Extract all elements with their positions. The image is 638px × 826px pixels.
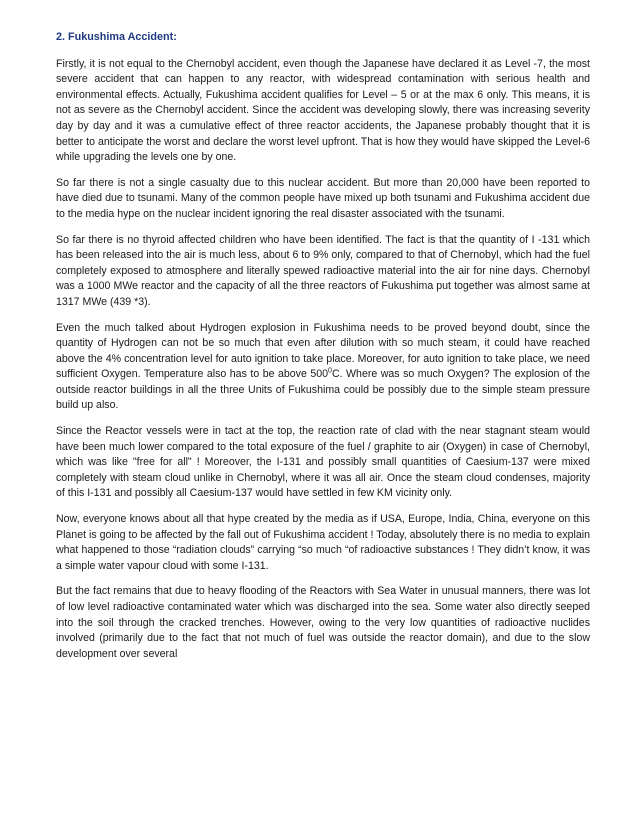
- hydrogen-text: Even the much talked about Hydrogen explosion in Fukushima needs to be proved beyond doubt, since the quantity of Hydrogen can not be so much that even after dilution with so much steam, it could have reached above the 4% concentration level for auto ignition to take place. Moreover, for auto ignition to take place, we need sufficient Oxygen. Temperature also has to be above 500: [56, 321, 590, 381]
- hydrogen-text-continued: C. Where was so much Oxygen? The explosion of the outside reactor buildings in all the three Units of Fukushima could be possibly due to the simple steam pressure build up also.: [56, 368, 590, 412]
- degree-superscript: 0: [328, 367, 332, 375]
- paragraph-sea-water: But the fact remains that due to heavy flooding of the Reactors with Sea Water in unusual manners, there was lot of low level radioactive contaminated water which was discharged into the sea. Some water also directly seeped into the soil through the cracked trenches. However, owing to the very low quantities of radioactive nuclides involved (primarily due to the fact that not much of fuel was outside the reactor domain), and due to the slow development over several: [56, 585, 590, 660]
- paragraph-reactor-vessels: Since the Reactor vessels were in tact at the top, the reaction rate of clad with the near stagnant steam would have been much lower compared to the total exposure of the fuel / graphite to air (Oxygen) in case of Chernobyl, which was like "free for all" ! Moreover, the I-131 and possibly small quantities of Caesium-137 were mixed completely with steam cloud unlike in Chernobyl, where it was all air. Once the steam cloud condenses, majority of this I-131 and possibly all Caesium-137 would have settled in few KM vicinity only.: [56, 425, 590, 500]
- paragraph-casualties: So far there is not a single casualty due to this nuclear accident. But more than 20,000 have been reported to have died due to tsunami. Many of the common people have mixed up both tsunami and Fukushima accident due to the media hype on the nuclear incident ignoring the real disaster associated with the tsunami.: [56, 176, 590, 220]
- paragraph-hydrogen-explosion: [56, 321, 590, 415]
- paragraph-thyroid-iodine: So far there is no thyroid affected children who have been identified. The fact is that the quantity of I -131 which has been released into the air is much less, about 6 to 9% only, compared to that of Chernobyl, which had the fuel completely exposed to atmosphere and literally spewed radioactive material into the air for nine days. Chernobyl was a 1000 MWe reactor and the capacity of all the three reactors of Fukushima put together was almost same at 1317 MWe (439 *3).: [56, 233, 590, 308]
- document-page: [56, 30, 590, 672]
- paragraph-level-classification: Firstly, it is not equal to the Chernobyl accident, even though the Japanese have declared it as Level -7, the most severe accident that can happen to any reactor, with widespread contamination with serious health and environmental effects. Actually, Fukushima accident qualifies for Level – 5 or at the max 6 only. This means, it is not as severe as the Chernobyl accident. Since the accident was developing slowly, there was increasing severity day by day and it was a cumulative effect of three reactor accidents, the Japanese probably thought that it is better to anticipate the worst and declare the worst level upfront. That is how they would have skipped the Level-6 while upgrading the levels one by one.: [56, 57, 590, 164]
- section-heading: 2. Fukushima Accident:: [56, 31, 177, 43]
- paragraph-media-hype: Now, everyone knows about all that hype created by the media as if USA, Europe, India, China, everyone on this Planet is going to be affected by the fall out of Fukushima accident ! Today, absolutely there is no media to explain what happened to those “radiation clouds” carrying “so much “of radioactive substances ! They didn’t know, it was a simple water vapour cloud with some I-131.: [56, 513, 590, 572]
